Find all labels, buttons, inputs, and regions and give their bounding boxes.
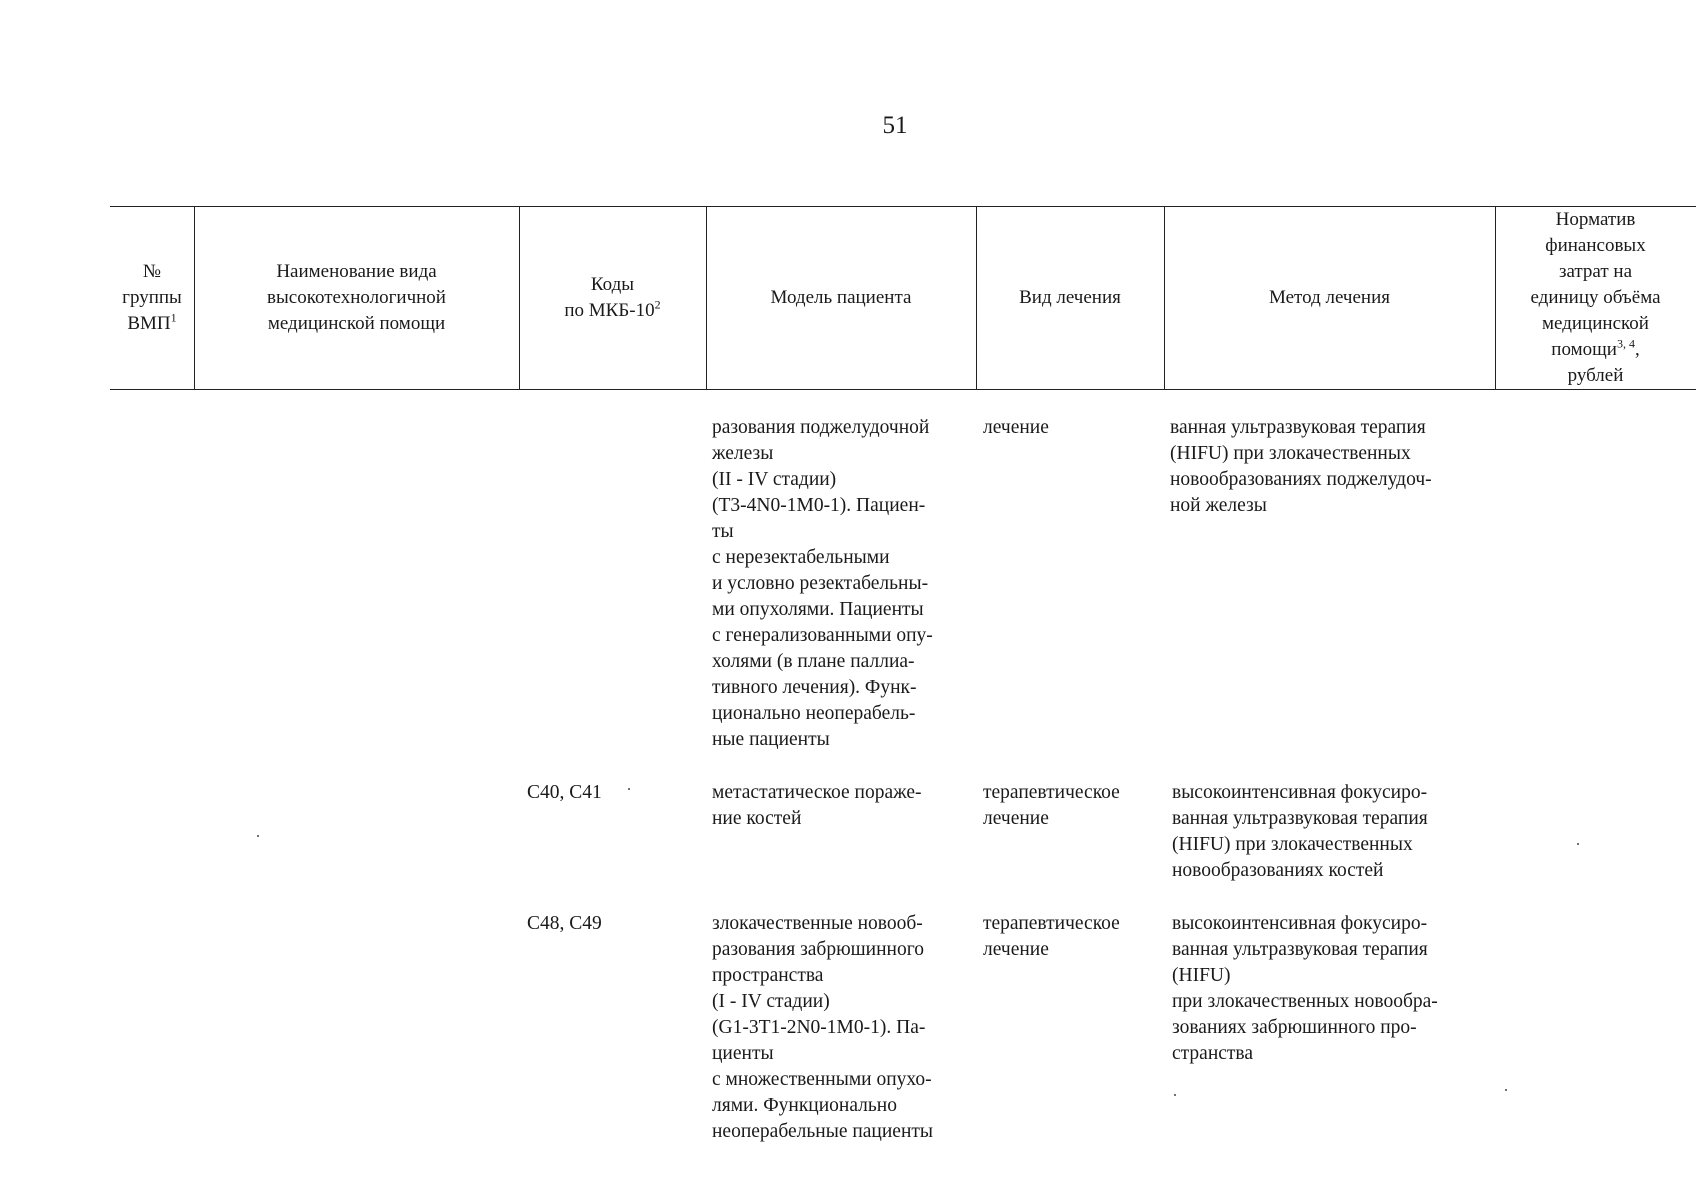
row-patient-model: метастатическое пораже- ние костей <box>712 782 922 829</box>
row-treatment-method: высокоинтенсивная фокусиро- ванная ультразвуковая терапия (HIFU) при злокачественных новообра- зованиях забрюшинного про- странства <box>1172 913 1438 1064</box>
footnote-mark: 1 <box>170 310 177 325</box>
header-model-text: Модель пациента <box>770 287 912 308</box>
row-patient-model: злокачественные новооб- разования забрюшинного пространства (I - IV стадии) (G1-3T1-2N0-1M0-1). Па- циенты с множественными опухо- лями. Функционально неоперабельные пациенты <box>712 913 934 1142</box>
row-treatment-method: высокоинтенсивная фокусиро- ванная ультразвуковая терапия (HIFU) при злокачественных новообразованиях костей <box>1172 782 1428 881</box>
table-header <box>110 206 1696 390</box>
header-norm-text-tail: , рублей <box>1567 339 1640 386</box>
header-method-text: Метод лечения <box>1268 287 1390 308</box>
scan-speck <box>628 788 630 790</box>
header-treatment-text: Вид лечения <box>1019 287 1121 308</box>
header-group-number <box>110 207 194 389</box>
header-treatment-type <box>976 207 1164 389</box>
header-norm-text: Норматив финансовых затрат на единицу объёма медицинской помощи <box>1530 209 1661 360</box>
row-treatment-type: терапевтическое лечение <box>983 782 1120 829</box>
footnote-mark: 3, 4 <box>1616 336 1635 351</box>
row-icd-codes: C48, C49 <box>527 913 602 934</box>
header-group-text: № группы ВМП <box>122 261 182 334</box>
row-treatment-type: лечение <box>983 417 1049 438</box>
header-icd-codes <box>519 207 706 389</box>
footnote-mark: 2 <box>654 297 661 312</box>
row-patient-model: разования поджелудочной железы (II - IV стадии) (T3-4N0-1M0-1). Пациен- ты с нерезектабельными и условно резектабельны- ми опухолями. Пациенты с генерализованными опу- холями (в плане паллиа- тивного лечения). Функ- ционально неоперабель- ные пациенты <box>712 417 933 750</box>
scan-speck <box>1577 843 1579 845</box>
scan-speck <box>257 835 259 837</box>
row-treatment-method: ванная ультразвуковая терапия (HIFU) при злокачественных новообразованиях поджелудоч- ной железы <box>1170 417 1432 516</box>
page-number: 51 <box>882 112 908 139</box>
header-name-text: Наименование вида высокотехнологичной медицинской помощи <box>267 261 446 334</box>
header-treatment-method <box>1164 207 1495 389</box>
scan-speck <box>1174 1094 1176 1096</box>
header-patient-model <box>706 207 976 389</box>
header-financial-norm <box>1495 207 1696 389</box>
header-codes-text: Коды по МКБ-10 <box>564 274 655 321</box>
row-icd-codes: C40, C41 <box>527 782 602 803</box>
row-treatment-type: терапевтическое лечение <box>983 913 1120 960</box>
scan-speck <box>1505 1089 1507 1091</box>
header-care-type-name <box>194 207 519 389</box>
